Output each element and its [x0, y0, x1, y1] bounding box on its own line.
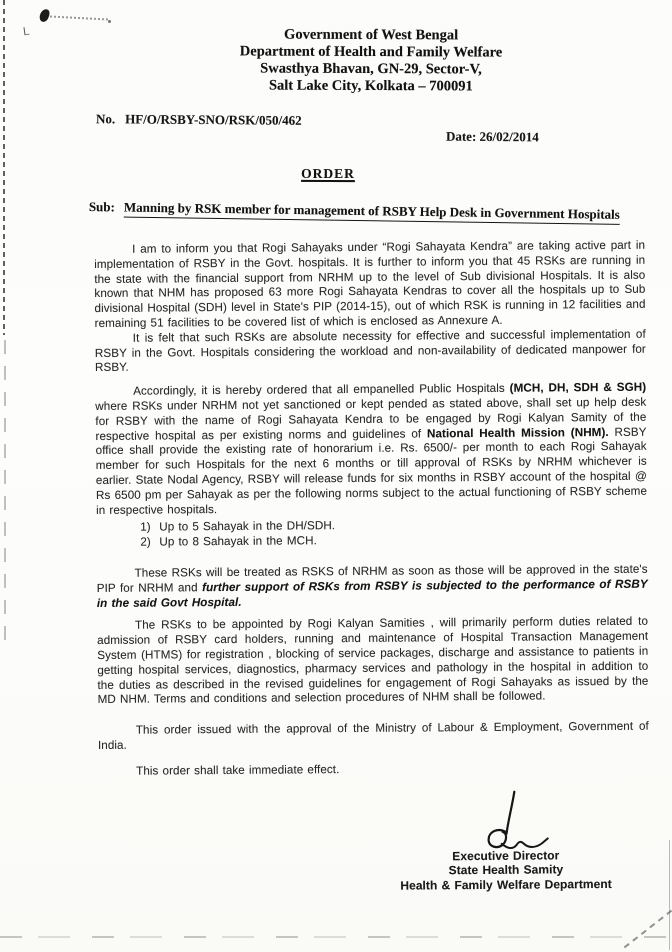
signatory-organisation: State Health Samity	[448, 862, 564, 878]
paragraph-approval: This order issued with the approval of the Ministry of Labour & Employment, Government of India.	[97, 719, 649, 752]
order-details-text-3: RSBY office shall provide the existing rate of honorarium i.e. Rs. 6500/- per month to each Rogi Sahayak member for such Hospitals for the next 6 months or till approval of RSKs by NRHM whichever is earlier. State Nodal Agency, RSBY will release funds for six months in RSBY account of the hospital @ Rs 6500 pm per Sahayak as per the following norms subject to the actual functioning of RSBY scheme in respective hospitals.	[95, 425, 648, 517]
letterhead-address-line2: Salt Lake City, Kolkata – 700091	[268, 77, 473, 95]
treatment-text: These RSKs will be treated as RSKS of NRHM as soon as those will be approved in the state's PIP for NRHM and	[96, 562, 648, 595]
letterhead	[168, 26, 574, 96]
order-details-text-2: where RSKs under NRHM not yet sanctioned or kept pended as stated above, shall set up help desk for RSBY with the name of Rogi Sahayata Kendra to be engaged by Rogi Kalyan Samity of the respective hospital as per existing norms and guidelines of	[95, 395, 647, 443]
letterhead-government: Government of West Bengal	[284, 26, 459, 44]
list-item-text: Up to 5 Sahayak in the DH/SDH.	[159, 519, 336, 534]
reference-row	[96, 111, 302, 129]
signature-block	[369, 787, 642, 893]
bold-hospital-types: (MCH, DH, SDH & SGH)	[509, 380, 647, 395]
paragraph-intro: I am to inform you that Rogi Sahayaks under “Rogi Sahayata Kendra” are taking active part in implementation of RSBY in the Govt. hospitals. It is further to inform you that 45 RSKs are running in the state with the financial support from NRHM up to the level of Sub divisional Hospitals. It is also known that NHM has proposed 63 more Rogi Sahayata Kendras to cover all the hospitals up to Sub divisional Hospital (SDH) level in State's PIP (2014-15), out of which RSK is running in 12 facilities and remaining 51 facilities to be covered list of which is enclosed as Annexure A.	[94, 238, 646, 330]
subject-row	[89, 199, 655, 223]
norms-list	[140, 517, 647, 551]
bold-italic-performance-clause: further support of RSKs from RSBY is subjected to the performance of RSBY in the said Govt Hospital.	[96, 577, 648, 610]
paragraph-necessity: It is felt that such RSKs are absolute necessity for effective and successful implementation of RSBY in the Govt. Hospitals considering the workload and non-availability of dedicated manpower for RSBY.	[94, 327, 646, 375]
document-date: Date: 26/02/2014	[445, 128, 539, 145]
scan-artifact-ink-dot	[108, 20, 111, 23]
scan-artifact-bottom-edge	[0, 936, 672, 938]
paragraph-effect: This order shall take immediate effect.	[136, 762, 340, 778]
scan-artifact-corner-diagonal	[624, 910, 672, 949]
letterhead-address-line1: Swasthya Bhavan, GN-29, Sector-V,	[260, 60, 482, 78]
list-item-number: 2)	[140, 535, 151, 549]
bold-nhm: National Health Mission (NHM).	[426, 425, 609, 440]
letterhead-department: Department of Health and Family Welfare	[239, 43, 503, 61]
reference-number: HF/O/RSBY-SNO/RSK/050/462	[125, 111, 302, 128]
list-item-number: 1)	[140, 520, 151, 534]
order-title: ORDER	[301, 165, 355, 182]
scan-artifact-ink-blot	[39, 8, 51, 23]
scan-artifact-right-edge	[669, 840, 671, 950]
list-item-text: Up to 8 Sahayak in the MCH.	[159, 534, 317, 549]
scan-artifact-left-edge-line-faint	[4, 340, 6, 640]
paragraph-treatment	[97, 563, 648, 612]
signature-scribble	[457, 788, 553, 851]
reference-label: No.	[95, 111, 116, 127]
signatory-department: Health & Family Welfare Department	[400, 876, 612, 893]
order-body	[94, 239, 650, 895]
order-details-text-1: Accordingly, it is hereby ordered that all empanelled Public Hospitals	[133, 381, 510, 398]
scan-artifact-ink-trail	[50, 15, 108, 20]
paragraph-order-details	[95, 381, 647, 518]
subject-text: Manning by RSK member for management of RSBY Help Desk in Government Hospitals	[124, 200, 620, 225]
scan-artifact-pen-mark	[23, 27, 29, 36]
paragraph-duties: The RSKs to be appointed by Rogi Kalyan Samities , will primarily perform duties related to admission of RSBY card holders, running and maintenance of Hospital Transaction Management System (HTMS) for registration , blocking of service packages, discharge and assistance to patients in getting hospital services, diagnostics, pharmacy services and pathology in the hospital in addition to the duties as described in the revised guidelines for engagement of Rogi Sahayaks as issued by the MD NHM. Terms and conditions and selection procedures of NHM shall be followed.	[97, 614, 649, 707]
norms-list-item	[140, 532, 647, 551]
subject-label: Sub:	[88, 199, 116, 215]
signatory-title: Executive Director	[452, 847, 560, 863]
